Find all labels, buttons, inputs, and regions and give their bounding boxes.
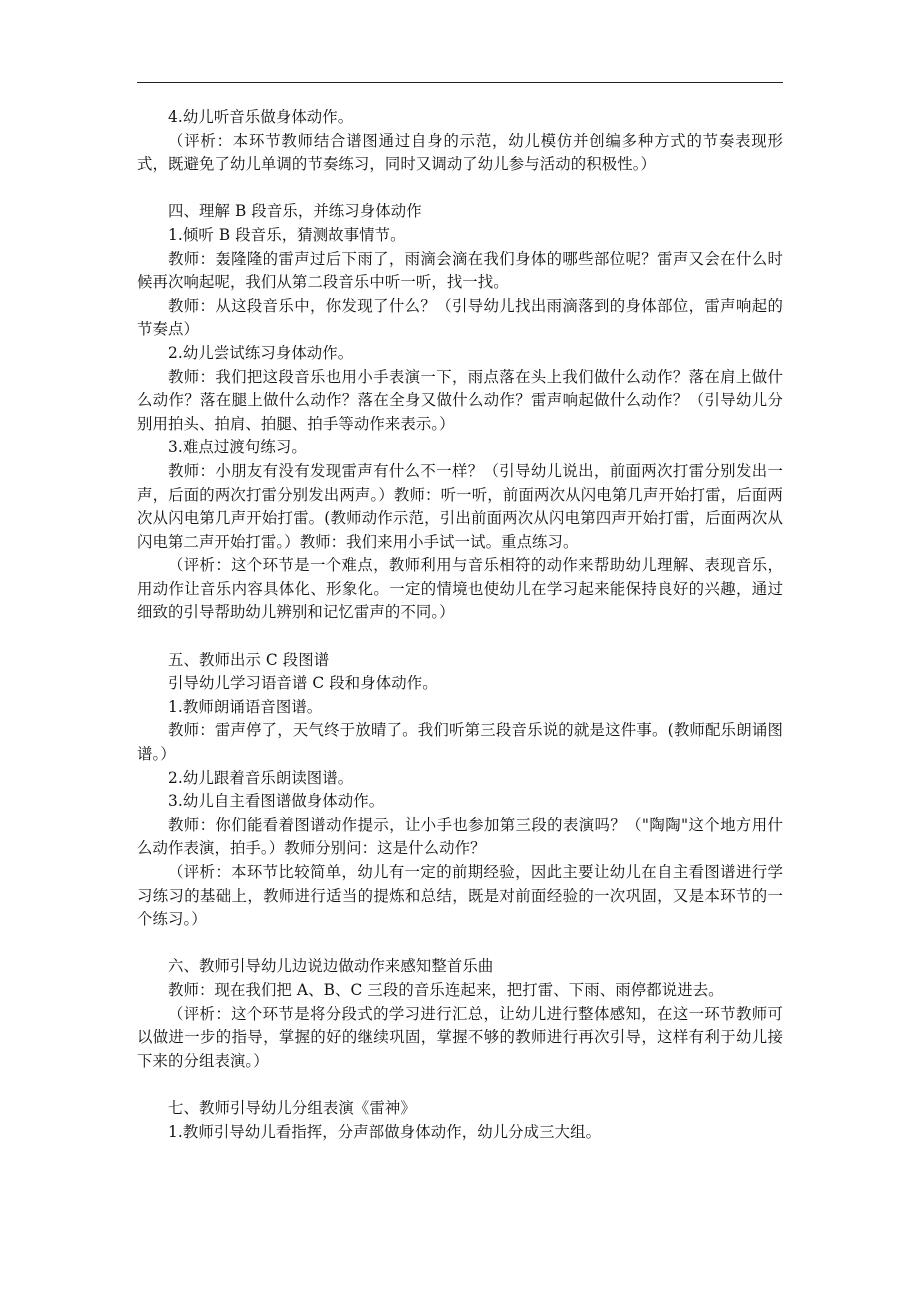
paragraph: 教师：我们把这段音乐也用小手表演一下，雨点落在头上我们做什么动作？落在肩上做什么动作？落在腿上做什么动作？落在全身又做什么动作？雷声响起做什么动作？（引导幼儿分别用拍头、拍肩、拍腿、拍手等动作来表示。）: [137, 367, 783, 433]
paragraph: 七、教师引导幼儿分组表演《雷神》: [168, 1098, 416, 1117]
paragraph: （评析：本环节教师结合谱图通过自身的示范，幼儿模仿并创编多种方式的节奏表现形式，既避免了幼儿单调的节奏练习，同时又调动了幼儿参与活动的积极性。）: [137, 131, 783, 174]
paragraph: 1.教师引导幼儿看指挥，分声部做身体动作，幼儿分成三大组。: [168, 1122, 602, 1141]
paragraph: 1.倾听 B 段音乐，猜测故事情节。: [168, 225, 406, 244]
paragraph: 教师：雷声停了，天气终于放晴了。我们听第三段音乐说的就是这件事。(教师配乐朗诵图谱。）: [137, 721, 783, 764]
paragraph: 教师：现在我们把 A、B、C 三段的音乐连起来，把打雷、下雨、雨停都说进去。: [168, 980, 724, 999]
header-rule: [137, 82, 783, 83]
paragraph-gap: [137, 1073, 783, 1097]
paragraph: 教师：轰隆隆的雷声过后下雨了，雨滴会滴在我们身体的哪些部位呢？雷声又会在什么时候再次响起呢，我们从第二段音乐中听一听，找一找。: [137, 249, 783, 292]
paragraph: 2.幼儿尝试练习身体动作。: [168, 343, 354, 362]
paragraph: 3.难点过渡句练习。: [168, 438, 307, 457]
document-body: [137, 106, 783, 1144]
paragraph-gap: [137, 625, 783, 649]
paragraph-gap: [137, 177, 783, 201]
paragraph: 六、教师引导幼儿边说边做动作来感知整首乐曲: [168, 957, 494, 976]
paragraph: 四、理解 B 段音乐，并练习身体动作: [168, 202, 422, 221]
paragraph: （评析：本环节比较简单，幼儿有一定的前期经验，因此主要让幼儿在自主看图谱进行学习练习的基础上，教师进行适当的提炼和总结，既是对前面经验的一次巩固，又是本环节的一个练习。）: [137, 863, 783, 929]
paragraph: （评析：这个环节是一个难点，教师利用与音乐相符的动作来帮助幼儿理解、表现音乐，用动作让音乐内容具体化、形象化。一定的情境也使幼儿在学习起来能保持良好的兴趣，通过细致的引导帮助幼儿辨别和记忆雷声的不同。）: [137, 556, 783, 622]
paragraph: 4.幼儿听音乐做身体动作。: [168, 108, 354, 126]
paragraph: 1.教师朗诵语音图谱。: [168, 697, 323, 716]
paragraph: 五、教师出示 C 段图谱: [168, 650, 330, 669]
paragraph: （评析：这个环节是将分段式的学习进行汇总，让幼儿进行整体感知，在这一环节教师可以做进一步的指导，掌握的好的继续巩固，掌握不够的教师进行再次引导，这样有利于幼儿接下来的分组表演。）: [137, 1004, 783, 1070]
paragraph: 2.幼儿跟着音乐朗读图谱。: [168, 768, 354, 787]
paragraph: 教师：从这段音乐中，你发现了什么？（引导幼儿找出雨滴落到的身体部位，雷声响起的节奏点）: [137, 296, 783, 339]
paragraph: 3.幼儿自主看图谱做身体动作。: [168, 792, 385, 811]
paragraph: 引导幼儿学习语音谱 C 段和身体动作。: [168, 674, 438, 693]
paragraph: 教师：小朋友有没有发现雷声有什么不一样？（引导幼儿说出，前面两次打雷分别发出一声，后面的两次打雷分别发出两声。）教师：听一听，前面两次从闪电第几声开始打雷，后面两次从闪电第几声开始打雷。(教师动作示范，引出前面两次从闪电第四声开始打雷，后面两次从闪电第二声开始打雷。）教师：我们来用小手试一试。重点练习。: [137, 461, 783, 551]
paragraph: 教师：你们能看着图谱动作提示，让小手也参加第三段的表演吗？（"陶陶"这个地方用什么动作表演，拍手。）教师分别问：这是什么动作？: [137, 815, 783, 858]
paragraph-gap: [137, 932, 783, 956]
